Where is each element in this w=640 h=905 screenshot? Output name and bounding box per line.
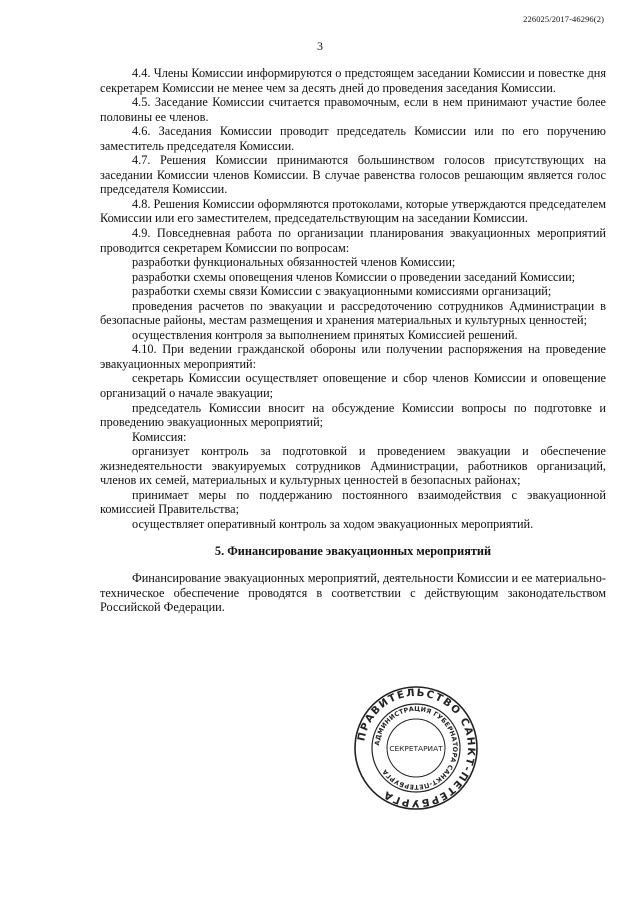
list-item: разработки схемы оповещения членов Комиссии о проведении заседаний Комиссии; — [132, 269, 576, 284]
stamp-center-text: СЕКРЕТАРИАТ — [389, 744, 443, 753]
secretariat-stamp — [352, 684, 480, 812]
section-5-paragraph: Финансирование эвакуационных мероприятий, деятельности Комиссии и ее материально-техническое обеспечение проводятся в соответствии с действующим законодательством Российской Федерации. — [100, 571, 606, 615]
stamp-seal-icon — [352, 684, 480, 812]
document-code: 226025/2017-46296(2) — [523, 14, 604, 24]
stamp-outer-text: ПРАВИТЕЛЬСТВО САНКТ-ПЕТЕРБУРГА — [356, 687, 477, 809]
list-item: организует контроль за подготовкой и проведением эвакуации и обеспечение жизнедеятельности эвакуируемых сотрудников Администрации, работников организаций, членов их семей, материальных и культурных ценностей в безопасных районах; — [100, 444, 606, 488]
list-item: председатель Комиссии вносит на обсуждение Комиссии вопросы по подготовке и проведению эвакуационных мероприятий; — [100, 400, 606, 430]
list-item: осуществляет оперативный контроль за ходом эвакуационных мероприятий. — [132, 516, 534, 531]
list-item: принимает меры по поддержанию постоянного взаимодействия с эвакуационной комиссией Правительства; — [100, 487, 606, 517]
paragraph-4-10: 4.10. При ведении гражданской обороны или получении распоряжения на проведение эвакуационных мероприятий: — [100, 342, 606, 371]
list-item: Комиссия: — [132, 429, 187, 444]
paragraph-4-8: 4.8. Решения Комиссии оформляются протоколами, которые утверждаются председателем Комиссии или его заместителем, председательствующим на заседании Комиссии. — [100, 196, 606, 226]
list-item: проведения расчетов по эвакуации и рассредоточению сотрудников Администрации в безопасные районы, местам размещения и хранения материальных и культурных ценностей; — [100, 298, 606, 328]
list-item: разработки схемы связи Комиссии с эвакуационными комиссиями организаций; — [132, 284, 552, 299]
paragraph-4-9: 4.9. Повседневная работа по организации планирования эвакуационных мероприятий проводится секретарем Комиссии по вопросам: — [100, 226, 606, 255]
page-number: 3 — [317, 39, 323, 53]
list-item: секретарь Комиссии осуществляет оповещение и сбор членов Комиссии и оповещение организаций о начале эвакуации; — [100, 371, 606, 401]
stamp-inner-text: АДМИНИСТРАЦИЯ ГУБЕРНАТОРА САНКТ-ПЕТЕРБУРГА — [373, 704, 460, 792]
paragraph-4-4: 4.4. Члены Комиссии информируются о предстоящем заседании Комиссии и повестке дня секретарем Комиссии не менее чем за десять дней до проведения заседания Комиссии. — [100, 66, 606, 95]
list-item: разработки функциональных обязанностей членов Комиссии; — [132, 255, 456, 270]
paragraph-4-6: 4.6. Заседания Комиссии проводит председатель Комиссии или по его поручению заместитель председателя Комиссии. — [100, 124, 606, 153]
paragraph-4-7: 4.7. Решения Комиссии принимаются большинством голосов присутствующих на заседании Комиссии членов Комиссии. В случае равенства голосов решающим является голос председателя Комиссии. — [100, 153, 606, 197]
list-item: осуществления контроля за выполнением принятых Комиссией решений. — [132, 327, 518, 342]
paragraph-4-5: 4.5. Заседание Комиссии считается правомочным, если в нем принимают участие более половины ее членов. — [100, 95, 606, 124]
document-body — [100, 66, 606, 615]
section-5-heading: 5. Финансирование эвакуационных мероприятий — [214, 543, 492, 558]
